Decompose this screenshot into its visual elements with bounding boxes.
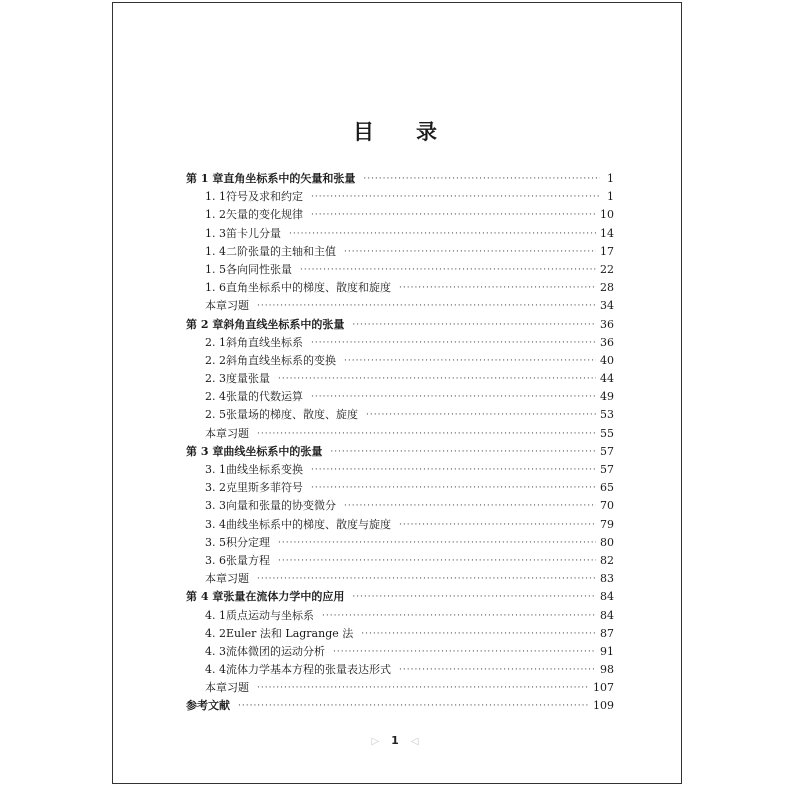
toc-label: 笛卡儿分量 — [226, 226, 281, 240]
toc-page-number: 109 — [593, 699, 614, 713]
toc-page-number: 65 — [600, 481, 614, 495]
toc-entry-ref[interactable] — [186, 697, 614, 715]
toc-number: 4. 1 — [205, 608, 226, 622]
toc-label: 参考文献 — [186, 699, 230, 713]
toc-entry-section[interactable] — [186, 406, 614, 424]
toc-entry-section[interactable] — [186, 261, 614, 279]
toc-label: 本章习题 — [205, 681, 249, 695]
toc-label: 本章习题 — [205, 426, 249, 440]
toc-entry-section[interactable] — [186, 225, 614, 243]
toc-page-number: 79 — [600, 517, 614, 531]
dot-leader — [257, 425, 596, 443]
dot-leader — [257, 297, 596, 315]
toc-page-number: 57 — [600, 444, 614, 458]
toc-page-number: 44 — [600, 372, 614, 386]
toc-label: 曲线坐标系变换 — [226, 463, 303, 476]
toc-label: 克里斯多菲符号 — [226, 481, 303, 495]
toc-number: 1. 2 — [205, 208, 226, 222]
toc-number: 1. 6 — [205, 281, 226, 295]
toc-page-number: 87 — [600, 626, 614, 640]
toc-label: 斜角直线坐标系中的张量 — [223, 317, 345, 331]
toc-label: 张量在流体力学中的应用 — [223, 590, 345, 604]
dot-leader — [311, 461, 596, 479]
dot-leader — [238, 697, 589, 715]
toc-entry-section[interactable] — [186, 388, 614, 406]
dot-leader — [278, 552, 596, 570]
toc-number: 第 3 章 — [186, 444, 224, 458]
toc-page-number: 17 — [600, 244, 614, 258]
toc-label: 斜角直线坐标系的变换 — [226, 353, 336, 367]
toc-label: 各向同性张量 — [226, 262, 292, 276]
toc-page-number: 10 — [600, 208, 614, 222]
toc-label: 曲线坐标系中的张量 — [223, 444, 323, 458]
toc-number: 1. 5 — [205, 262, 226, 276]
right-arrow-icon: ▷ — [371, 736, 380, 747]
toc-label: 曲线坐标系中的梯度、散度与旋度 — [226, 517, 391, 531]
toc-page-number: 98 — [600, 663, 614, 677]
toc-number: 1. 3 — [205, 226, 226, 240]
toc-label: 二阶张量的主轴和主值 — [226, 244, 336, 258]
dot-leader — [289, 225, 596, 243]
toc-entry-section[interactable] — [186, 643, 614, 661]
toc-entry-section[interactable] — [186, 552, 614, 570]
toc-page-number: 22 — [600, 262, 614, 276]
toc-page-number: 57 — [600, 463, 614, 476]
toc-page-number: 1 — [607, 190, 614, 204]
toc-label: 质点运动与坐标系 — [226, 608, 314, 622]
toc-number: 4. 4 — [205, 663, 226, 677]
toc-page-number: 49 — [600, 390, 614, 404]
toc-page-number: 84 — [600, 608, 614, 622]
toc-entry-section[interactable] — [186, 607, 614, 625]
toc-label: 直角坐标系中的梯度、散度和旋度 — [226, 281, 391, 295]
toc-page-number: 55 — [600, 426, 614, 440]
toc-number: 第 1 章 — [186, 172, 224, 185]
dot-leader — [311, 188, 600, 206]
toc-label: 积分定理 — [226, 535, 270, 549]
toc-label: 符号及求和约定 — [226, 190, 303, 204]
toc-number: 2. 2 — [205, 353, 226, 367]
toc-page-number: 1 — [607, 172, 614, 185]
toc-number: 第 4 章 — [186, 590, 224, 604]
toc-entry-section[interactable] — [186, 497, 614, 515]
toc-number: 1. 4 — [205, 244, 226, 258]
toc-page-number: 40 — [600, 353, 614, 367]
toc-number: 3. 2 — [205, 481, 226, 495]
toc-label: 度量张量 — [226, 372, 270, 386]
toc-page-number: 91 — [600, 644, 614, 658]
toc-page-number: 53 — [600, 408, 614, 422]
toc-number: 4. 3 — [205, 644, 226, 658]
toc-label: 本章习题 — [205, 299, 249, 313]
toc-label: 矢量的变化规律 — [226, 208, 303, 222]
toc-label: 向量和张量的协变微分 — [226, 499, 336, 513]
toc-page-number: 36 — [600, 335, 614, 349]
dot-leader — [311, 206, 596, 224]
dot-leader — [330, 443, 596, 461]
dot-leader — [399, 516, 596, 534]
toc-label: 张量方程 — [226, 553, 270, 567]
toc-entry-section[interactable] — [186, 661, 614, 679]
toc-page-number: 34 — [600, 299, 614, 313]
toc-page-number: 28 — [600, 281, 614, 295]
toc-number: 3. 1 — [205, 463, 226, 476]
toc-number: 2. 1 — [205, 335, 226, 349]
dot-leader — [311, 388, 596, 406]
page-footer — [0, 734, 790, 747]
dot-leader — [257, 570, 596, 588]
toc-label: 流体力学基本方程的张量表达形式 — [226, 663, 391, 677]
toc-page-number: 82 — [600, 553, 614, 567]
toc-entry-section[interactable] — [186, 279, 614, 297]
toc-number: 3. 3 — [205, 499, 226, 513]
dot-leader — [311, 479, 596, 497]
toc-label: 斜角直线坐标系 — [226, 335, 303, 349]
dot-leader — [399, 661, 596, 679]
dot-leader — [311, 334, 596, 352]
dot-leader — [344, 243, 596, 261]
table-of-contents — [186, 170, 614, 716]
toc-number: 2. 4 — [205, 390, 226, 404]
dot-leader — [363, 170, 600, 188]
toc-label: 张量的代数运算 — [226, 390, 303, 404]
toc-label: 本章习题 — [205, 572, 249, 586]
dot-leader — [352, 588, 596, 606]
toc-number: 2. 3 — [205, 372, 226, 386]
toc-entry-section[interactable] — [186, 625, 614, 643]
toc-label: 直角坐标系中的矢量和张量 — [223, 172, 356, 185]
toc-page-number: 14 — [600, 226, 614, 240]
title-char-1: 目 — [353, 119, 374, 144]
dot-leader — [333, 643, 596, 661]
dot-leader — [352, 316, 596, 334]
title-char-2: 录 — [416, 119, 437, 144]
toc-page-number: 70 — [600, 499, 614, 513]
dot-leader — [322, 607, 596, 625]
toc-entry-exercise[interactable] — [186, 679, 614, 697]
toc-entry-section[interactable] — [186, 352, 614, 370]
toc-entry-chapter[interactable] — [186, 588, 614, 606]
dot-leader — [257, 679, 589, 697]
toc-entry-section[interactable] — [186, 461, 614, 479]
toc-entry-section[interactable] — [186, 188, 614, 206]
dot-leader — [366, 406, 596, 424]
toc-number: 3. 4 — [205, 517, 226, 531]
dot-leader — [399, 279, 596, 297]
dot-leader — [278, 534, 596, 552]
toc-label: Euler 法和 Lagrange 法 — [226, 626, 354, 640]
toc-number: 4. 2 — [205, 626, 226, 640]
toc-entry-exercise[interactable] — [186, 570, 614, 588]
left-arrow-icon: ◁ — [410, 736, 419, 747]
toc-entry-chapter[interactable] — [186, 316, 614, 334]
toc-entry-section[interactable] — [186, 479, 614, 497]
toc-page-number: 83 — [600, 572, 614, 586]
page-number: 1 — [391, 734, 399, 747]
dot-leader — [361, 625, 596, 643]
toc-entry-section[interactable] — [186, 334, 614, 352]
toc-page-number: 107 — [593, 681, 614, 695]
toc-entry-exercise[interactable] — [186, 297, 614, 315]
toc-label: 张量场的梯度、散度、旋度 — [226, 408, 358, 422]
page-title — [0, 116, 790, 146]
dot-leader — [344, 352, 596, 370]
toc-number: 第 2 章 — [186, 317, 224, 331]
toc-entry-section[interactable] — [186, 534, 614, 552]
toc-page-number: 36 — [600, 317, 614, 331]
toc-page-number: 84 — [600, 590, 614, 604]
toc-number: 2. 5 — [205, 408, 226, 422]
toc-entry-chapter[interactable] — [186, 443, 614, 461]
toc-number: 3. 5 — [205, 535, 226, 549]
toc-entry-section[interactable] — [186, 206, 614, 224]
toc-entry-section[interactable] — [186, 516, 614, 534]
dot-leader — [300, 261, 596, 279]
toc-label: 流体微团的运动分析 — [226, 644, 325, 658]
toc-entry-section[interactable] — [186, 243, 614, 261]
dot-leader — [344, 497, 596, 515]
toc-number: 3. 6 — [205, 553, 226, 567]
toc-entry-section[interactable] — [186, 370, 614, 388]
toc-number: 1. 1 — [205, 190, 226, 204]
dot-leader — [278, 370, 596, 388]
toc-entry-chapter[interactable] — [186, 170, 614, 188]
toc-page-number: 80 — [600, 535, 614, 549]
toc-entry-exercise[interactable] — [186, 425, 614, 443]
